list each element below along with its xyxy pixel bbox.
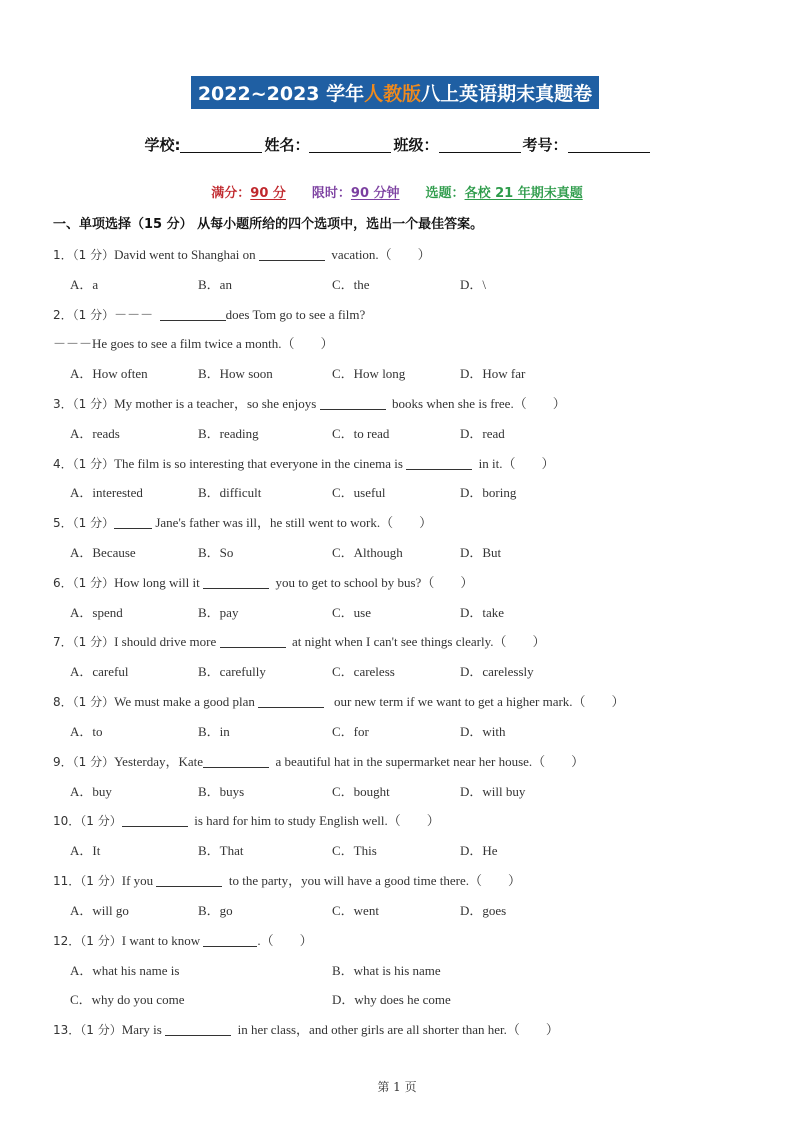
exam-no-blank	[568, 138, 650, 153]
q6-option-d[interactable]: D．take	[460, 605, 505, 620]
time-limit: 限时：90 分钟	[311, 186, 400, 201]
q3-option-d[interactable]: D．read	[460, 426, 505, 441]
question-source: 选题：各校 21 年期末真题	[425, 186, 583, 201]
q12-option-c[interactable]: C．why do you come	[70, 992, 185, 1007]
q9-option-d[interactable]: D．will buy	[460, 784, 526, 799]
question-12: 12．（1 分）I want to know .（ ）	[53, 933, 313, 948]
q9-option-b[interactable]: B．buys	[198, 784, 245, 799]
q4-option-d[interactable]: D．boring	[460, 485, 517, 500]
q8-option-a[interactable]: A．to	[70, 724, 103, 739]
q11-option-a[interactable]: A．will go	[70, 903, 129, 918]
q8-option-c[interactable]: C．for	[332, 724, 369, 739]
q5-option-a[interactable]: A．Because	[70, 545, 136, 560]
q6-option-a[interactable]: A．spend	[70, 605, 123, 620]
exam-no-label: 考号：	[522, 136, 568, 154]
q1-option-b[interactable]: B．an	[198, 277, 232, 292]
title-highlight: 人教版	[364, 83, 422, 105]
name-blank	[309, 138, 391, 153]
question-10: 10．（1 分） is hard for him to study English well.（ ）	[53, 813, 440, 828]
school-label: 学校:	[144, 136, 181, 154]
question-5: 5．（1 分） Jane's father was ill，he still went to work.（ ）	[53, 515, 433, 530]
section-heading: 一、单项选择（15 分） 从每小题所给的四个选项中，选出一个最佳答案。	[53, 217, 484, 232]
q2-option-d[interactable]: D．How far	[460, 366, 526, 381]
q11-option-c[interactable]: C．went	[332, 903, 379, 918]
question-4: 4．（1 分）The film is so interesting that everyone in the cinema is in it.（ ）	[53, 456, 555, 471]
q4-option-c[interactable]: C．useful	[332, 485, 386, 500]
q11-option-b[interactable]: B．go	[198, 903, 233, 918]
score-line	[0, 182, 794, 201]
q3-option-a[interactable]: A．reads	[70, 426, 120, 441]
q2-option-b[interactable]: B．How soon	[198, 366, 273, 381]
question-11: 11．（1 分）If you to the party，you will have a good time there.（ ）	[53, 873, 521, 888]
class-label: 班级：	[393, 136, 439, 154]
page-number: 第 1 页	[377, 1080, 417, 1094]
question-8: 8．（1 分）We must make a good plan our new term if we want to get a higher mark.（ ）	[53, 694, 625, 709]
question-2: 2．（1 分）－－－ does Tom go to see a film?	[53, 307, 366, 322]
q7-option-c[interactable]: C．careless	[332, 664, 395, 679]
question-13: 13．（1 分）Mary is in her class，and other girls are all shorter than her.（ ）	[53, 1022, 559, 1037]
q5-option-c[interactable]: C．Although	[332, 545, 403, 560]
q7-option-d[interactable]: D．carelessly	[460, 664, 534, 679]
q2-option-c[interactable]: C．How long	[332, 366, 406, 381]
q2-option-a[interactable]: A．How often	[70, 366, 148, 381]
question-1: 1．（1 分）David went to Shanghai on vacation.（ ）	[53, 247, 431, 262]
q4-option-b[interactable]: B．difficult	[198, 485, 262, 500]
q7-option-a[interactable]: A．careful	[70, 664, 129, 679]
q12-option-a[interactable]: A．what his name is	[70, 963, 180, 978]
title-part1: 2022~2023 学年	[197, 83, 365, 105]
school-blank	[180, 138, 262, 153]
student-info-line	[0, 134, 794, 155]
q4-option-a[interactable]: A．interested	[70, 485, 143, 500]
q1-option-d[interactable]: D．\	[460, 277, 487, 292]
question-6: 6．（1 分）How long will it you to get to school by bus?（ ）	[53, 575, 474, 590]
q9-option-a[interactable]: A．buy	[70, 784, 112, 799]
exam-title-banner	[191, 76, 599, 109]
question-7: 7．（1 分）I should drive more at night when I can't see things clearly.（ ）	[53, 634, 546, 649]
q3-option-c[interactable]: C．to read	[332, 426, 390, 441]
q10-option-a[interactable]: A．It	[70, 843, 101, 858]
q3-option-b[interactable]: B．reading	[198, 426, 259, 441]
q10-option-c[interactable]: C．This	[332, 843, 377, 858]
name-label: 姓名：	[264, 136, 310, 154]
full-score: 满分：90 分	[211, 186, 286, 201]
title-part2: 八上英语期末真题卷	[421, 83, 593, 105]
q5-option-d[interactable]: D．But	[460, 545, 502, 560]
q11-option-d[interactable]: D．goes	[460, 903, 507, 918]
question-9: 9．（1 分）Yesterday，Kate a beautiful hat in the supermarket near her house.（ ）	[53, 754, 585, 769]
q8-option-d[interactable]: D．with	[460, 724, 506, 739]
class-blank	[439, 138, 521, 153]
q6-option-c[interactable]: C．use	[332, 605, 372, 620]
q12-option-b[interactable]: B．what is his name	[332, 963, 441, 978]
q6-option-b[interactable]: B．pay	[198, 605, 239, 620]
q12-option-d[interactable]: D．why does he come	[332, 992, 451, 1007]
q8-option-b[interactable]: B．in	[198, 724, 230, 739]
q1-option-a[interactable]: A．a	[70, 277, 99, 292]
q1-option-c[interactable]: C．the	[332, 277, 370, 292]
q10-option-d[interactable]: D．He	[460, 843, 498, 858]
q7-option-b[interactable]: B．carefully	[198, 664, 266, 679]
q10-option-b[interactable]: B．That	[198, 843, 244, 858]
question-2-line2: －－－He goes to see a film twice a month.（ ）	[53, 336, 334, 351]
q9-option-c[interactable]: C．bought	[332, 784, 390, 799]
question-3: 3．（1 分）My mother is a teacher，so she enjoys books when she is free.（ ）	[53, 396, 566, 411]
q5-option-b[interactable]: B．So	[198, 545, 234, 560]
